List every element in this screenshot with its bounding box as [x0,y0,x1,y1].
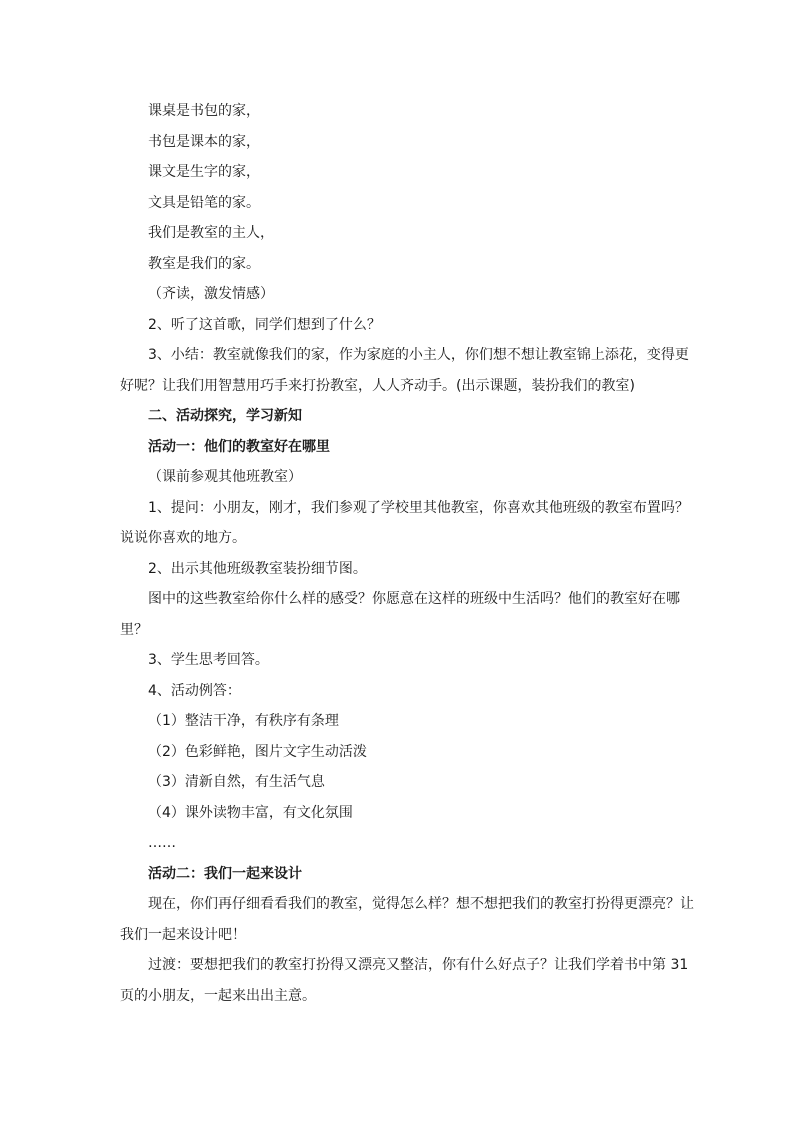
transition-text: 过渡：要想把我们的教室打扮得又漂亮又整洁，你有什么好点子？让我们学着书中第 31 页的小朋友，一起来出出主意。 [120,957,689,1004]
example-answer-3: （3）清新自然，有生活气息 [148,774,325,790]
reading-note: （齐读，激发情感） [148,286,274,302]
summary-3: 3、小结：教室就像我们的家，作为家庭的小主人，你们想不想让教室锦上添花，变得更好呢？让我们用智慧用巧手来打扮教室，人人齐动手。(出示课题，装扮我们的教室) [120,347,689,394]
question-2: 2、听了这首歌，同学们想到了什么？ [148,316,381,333]
example-answer-4: （4）课外读物丰富，有文化氛围 [148,804,353,821]
example-answer-1: （1）整洁干净，有秩序有条理 [148,713,339,729]
activity-1-question: 图中的这些教室给你什么样的感受？你愿意在这样的班级中生活吗？他们的教室好在哪里？ [120,591,680,638]
section-heading-2: 二、活动探究，学习新知 [148,408,302,424]
example-answer-2: （2）色彩鲜艳，图片文字生动活泼 [148,743,367,760]
poem-line-5: 我们是教室的主人， [148,225,274,241]
activity-2-heading: 活动二：我们一起来设计 [148,865,302,882]
poem-line-2: 书包是课本的家， [148,133,260,150]
poem-line-1: 课桌是书包的家， [148,103,260,119]
activity-1-heading: 活动一：他们的教室好在哪里 [148,438,330,455]
activity-1-step-1: 1、提问：小朋友，刚才，我们参观了学校里其他教室，你喜欢其他班级的教室布置吗？说说你喜欢的地方。 [120,499,689,546]
visit-note: （课前参观其他班教室） [148,469,302,485]
poem-line-6: 教室是我们的家。 [148,255,260,272]
activity-1-step-4: 4、活动例答： [148,682,241,699]
activity-2-intro: 现在，你们再仔细看看我们的教室，觉得怎么样？想不想把我们的教室打扮得更漂亮？让我们一起来设计吧！ [120,896,694,943]
ellipsis: …… [148,835,176,851]
poem-line-3: 课文是生字的家， [148,164,260,180]
document-body [120,96,702,1011]
activity-1-step-3: 3、学生思考回答。 [148,652,269,668]
activity-1-step-2: 2、出示其他班级教室装扮细节图。 [148,560,367,577]
poem-line-4: 文具是铅笔的家。 [148,194,260,211]
